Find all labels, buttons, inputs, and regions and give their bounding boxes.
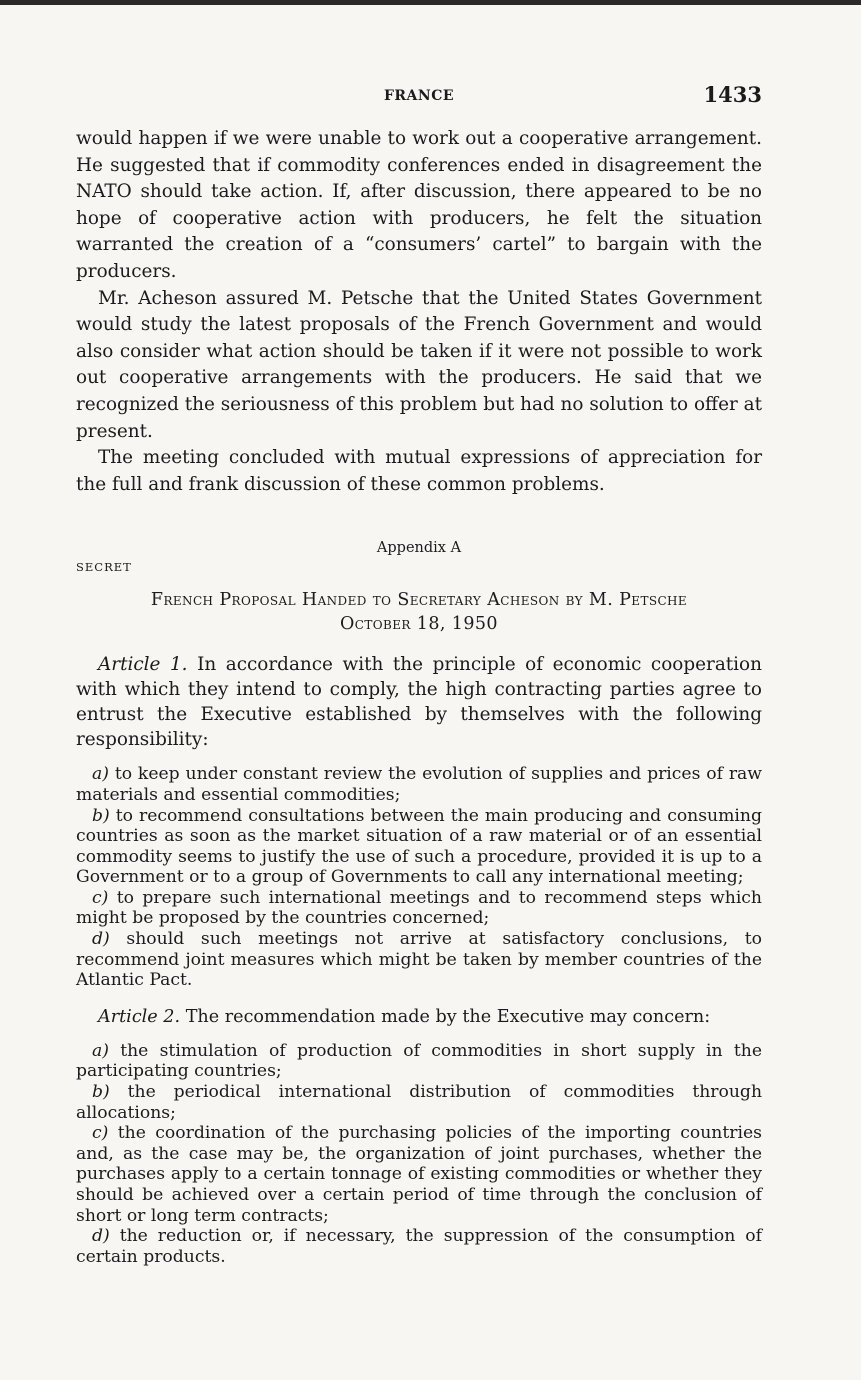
article-1-text: In accordance with the principle of economic cooperation with which they intend to comply, the high contracting parties agree to entrust the Executive established by themselves with the following responsibility: [76, 654, 762, 751]
appendix-title: French Proposal Handed to Secretary Acheson by M. Petsche [150, 590, 688, 611]
list-item: b) the periodical international distribution of commodities through allocations; [76, 1082, 763, 1123]
list-item: b) to recommend consultations between the main producing and consuming countries as soon as the market situation of a raw material or of an essential commodity seems to justify the use of such a procedure, provided it is up to a Government or to a group of Governments to call any international meeting; [76, 805, 762, 888]
list-item: d) the reduction or, if necessary, the suppression of the consumption of certain products. [76, 1226, 762, 1267]
top-border [0, 0, 861, 5]
article-2-intro [76, 1005, 762, 1029]
article-1-intro [76, 652, 762, 752]
document-page [76, 82, 763, 1267]
article-1-list [76, 764, 762, 991]
page-header [76, 82, 762, 126]
running-head: FRANCE [383, 88, 455, 104]
classification-marking: SECRET [76, 560, 132, 575]
article-1-label: Article 1. [98, 654, 188, 676]
list-item: d) should such meetings not arrive at satisfactory conclusions, to recommend joint measures which might be taken by member countries of the Atlantic Pact. [76, 929, 762, 991]
page-number: 1433 [703, 82, 762, 107]
list-item: c) to prepare such international meetings and to recommend steps which might be proposed by the countries concerned; [76, 887, 763, 929]
list-item: a) to keep under constant review the evolution of supplies and prices of raw materials and essential commodities; [76, 764, 762, 805]
paragraph-conclusion: The meeting concluded with mutual expressions of appreciation for the full and frank discussion of these common problems. [76, 447, 762, 495]
appendix-date: October 18, 1950 [340, 614, 498, 635]
article-2-label: Article 2. [98, 1006, 181, 1027]
appendix-heading: Appendix A [376, 540, 462, 557]
paragraph-acheson: Mr. Acheson assured M. Petsche that the United States Government would study the latest proposals of the French Government and would also consider what action should be taken if it were not possible to work out cooperative arrangements with the producers. He said that we recognized the seriousness of this problem but had no solution to offer at present. [76, 287, 762, 442]
list-item: a) the stimulation of production of commodities in short supply in the participating countries; [76, 1040, 762, 1082]
article-2-list [76, 1041, 762, 1268]
article-2-text: The recommendation made by the Executive may concern: [185, 1006, 711, 1027]
paragraph-continued: would happen if we were unable to work out a cooperative arrangement. He suggested that if commodity conferences ended in disagreement the NATO should take action. If, after discussion, there appeared to be no hope of cooperative action with producers, he felt the situation warranted the creation of a “consumers’ cartel” to bargain with the producers. [76, 128, 762, 282]
list-item: c) the coordination of the purchasing policies of the importing countries and, as the case may be, the organization of joint purchases, whether the purchases apply to a certain tonnage of existing commodities or whether they should be achieved over a certain period of time through the conclusion of short or long term contracts; [76, 1123, 762, 1226]
